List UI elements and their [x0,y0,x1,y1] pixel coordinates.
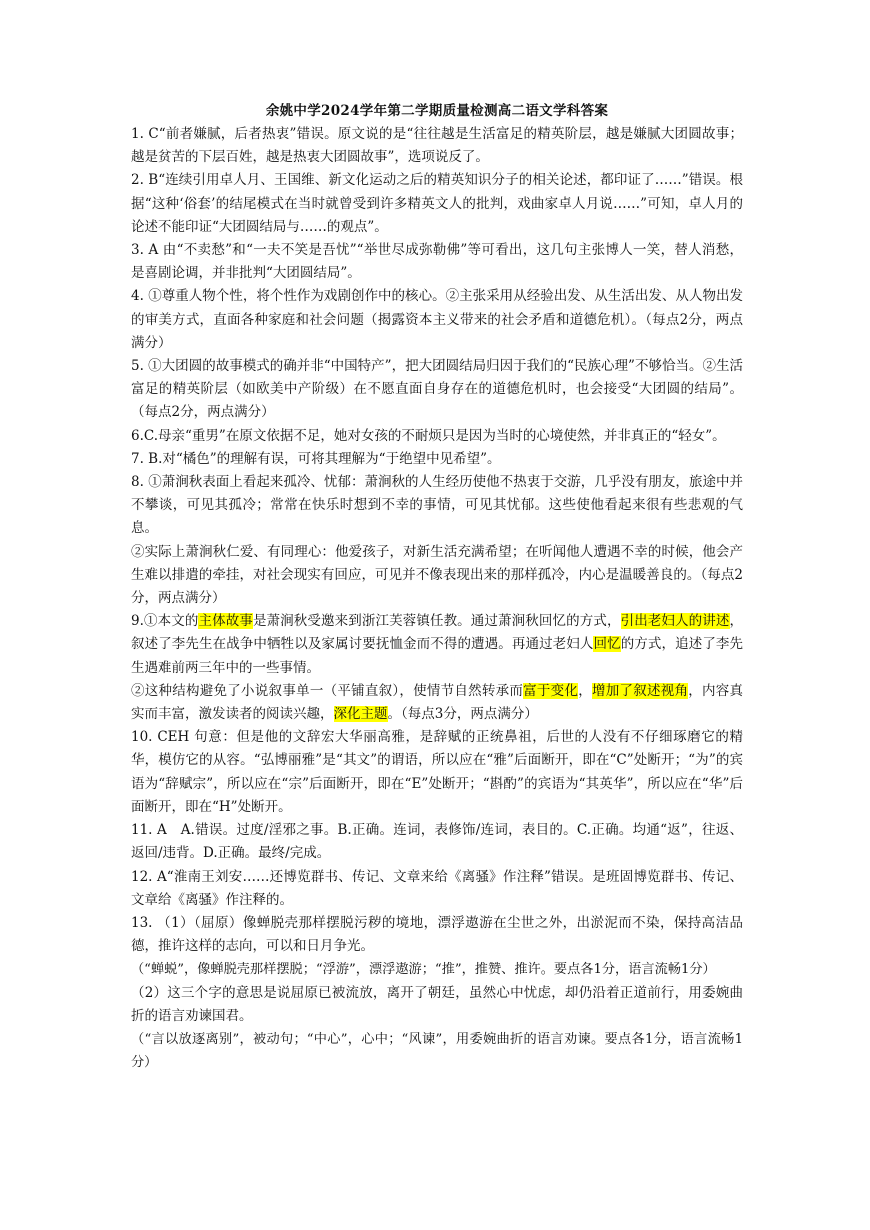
answer-paragraph [131,239,743,285]
answer-paragraph [131,285,743,355]
answer-paragraph [131,355,743,425]
answer-text: 。（每点3分，两点满分） [387,706,538,723]
answer-text: 9.①本文的 [131,613,199,630]
answer-text: 7. B.对“橘色”的理解有误，可将其理解为“于绝望中见希望”。 [131,450,501,467]
highlighted-text: 主体故事 [198,613,253,630]
answer-text: ，叙述了李先生在战争中牺牲以及家属讨要抚恤金而不得的遭遇。再通过老妇人 [131,613,744,653]
answer-paragraph [131,982,743,1028]
answer-text: 3. A 由“不卖愁”和“一夫不笑是吾忧”“举世尽成弥勒佛”等可看出，这几句主张博人一笑，替人消愁，是喜剧论调，并非批判“大团圆结局”。 [131,242,743,282]
answer-paragraph [131,819,743,865]
answer-document [131,100,743,1074]
answer-text: （“言以放逐离别”，被动句；“中心”，心中；“风谏”，用委婉曲折的语言劝谏。要点各1分，语言流畅1分） [131,1031,743,1071]
answer-text: 10. CEH 句意：但是他的文辞宏大华丽高雅，是辞赋的正统鼻祖，后世的人没有不仔细琢磨它的精华，模仿它的从容。“弘博丽雅”是“其文”的谓语，所以应在“雅”后面断开，即在“C”处断开；“为”的宾语为“辞赋宗”，所以应在“宗”后面断开，即在“E”处断开；“斟酌”的宾语为“其英华”，所以应在“华”后面断开，即在“H”处断开。 [131,729,743,815]
answer-text: 的方式，追述了李先生遇难前两三年中的一些事情。 [131,636,744,676]
answer-paragraph [131,169,743,239]
answer-paragraph [131,866,743,912]
answer-text: 12. A“淮南王刘安……还博览群书、传记、文章来给《离骚》作注释”错误。是班固博览群书、传记、文章给《离骚》作注释的。 [131,868,743,908]
answer-text: 5. ①大团圆的故事模式的确并非“中国特产”，把大团圆结局归因于我们的“民族心理”不够恰当。②生活富足的精英阶层（如欧美中产阶级）在不愿直面自身存在的道德危机时，也会接受“大团圆的结局”。（每点2分，两点满分） [131,358,743,421]
answer-paragraph [131,958,743,981]
answer-body [131,123,743,1074]
answer-text: ②这种结构避免了小说叙事单一（平铺直叙），使情节自然转承而 [131,682,524,699]
answer-paragraph [131,610,743,680]
answer-paragraph [131,1028,743,1074]
answer-text: ， [578,682,592,699]
answer-text: 是萧涧秋受邀来到浙江芙蓉镇任教。通过萧涧秋回忆的方式， [252,613,621,630]
answer-text: 8. ①萧涧秋表面上看起来孤冷、忧郁：萧涧秋的人生经历使他不热衷于交游，几乎没有朋友，旅途中并不攀谈，可见其孤冷；常常在快乐时想到不幸的事情，可见其忧郁。这些使他看起来很有些悲观的气息。 [131,474,743,537]
answer-paragraph [131,425,743,448]
answer-paragraph [131,541,743,611]
answer-text: 2. B“连续引用卓人月、王国维、新文化运动之后的精英知识分子的相关论述，都印证了……”错误。根据“这种‘俗套’的结尾模式在当时就曾受到许多精英文人的批判，戏曲家卓人月说……”可知，卓人月的论述不能印证“大团圆结局与……的观点”。 [131,172,743,235]
answer-text: 4. ①尊重人物个性，将个性作为戏剧创作中的核心。②主张采用从经验出发、从生活出发、从人物出发的审美方式，直面各种家庭和社会问题（揭露资本主义带来的社会矛盾和道德危机）。（每点2分，两点满分） [131,288,743,351]
answer-text: （“蝉蜕”，像蝉脱壳那样摆脱；“浮游”，漂浮遨游；“推”，推赞、推许。要点各1分，语言流畅1分） [131,962,716,978]
answer-text: 1. C“前者嫌腻，后者热衷”错误。原文说的是“往往越是生活富足的精英阶层，越是嫌腻大团圆故事；越是贫苦的下层百姓，越是热衷大团圆故事”，选项说反了。 [131,126,743,166]
page-title: 余姚中学2024学年第二学期质量检测高二语文学科答案 [265,103,609,119]
answer-text: ②实际上萧涧秋仁爱、有同理心：他爱孩子，对新生活充满希望；在听闻他人遭遇不幸的时候，他会产生难以排遣的牵挂，对社会现实有回应，可见并不像表现出来的那样孤冷，内心是温暖善良的。（每点2分，两点满分） [131,543,743,607]
answer-paragraph [131,471,743,541]
answer-paragraph [131,726,743,819]
highlighted-text: 引出老妇人的讲述 [620,613,730,630]
answer-paragraph [131,123,743,169]
answer-text: （2）这三个字的意思是说屈原已被流放，离开了朝廷，虽然心中忧虑，却仍沿着正道前行，用委婉曲折的语言劝谏国君。 [131,984,743,1024]
highlighted-text: 深化主题 [333,706,388,723]
highlighted-text: 富于变化 [523,682,579,699]
highlighted-text: 回忆 [593,636,621,653]
answer-paragraph [131,448,743,471]
answer-text: 11. A A.错误。过度/淫邪之事。B.正确。连词，表修饰/连词，表目的。C.正确。均通“返”，往返、返回/违背。D.正确。最终/完成。 [131,822,743,862]
answer-text: 6.C.母亲“重男”在原文依据不足，她对女孩的不耐烦只是因为当时的心境使然，并非真正的“轻女”。 [131,427,726,444]
answer-text: ，内容真实而丰富，激发读者的阅读兴趣， [131,682,744,723]
answer-paragraph [131,912,743,958]
highlighted-text: 增加了叙述视角 [591,682,689,699]
answer-paragraph [131,680,743,726]
answer-text: 13. （1）（屈原）像蝉脱壳那样摆脱污秽的境地，漂浮遨游在尘世之外，出淤泥而不染，保持高洁品德，推许这样的志向，可以和日月争光。 [131,914,743,955]
